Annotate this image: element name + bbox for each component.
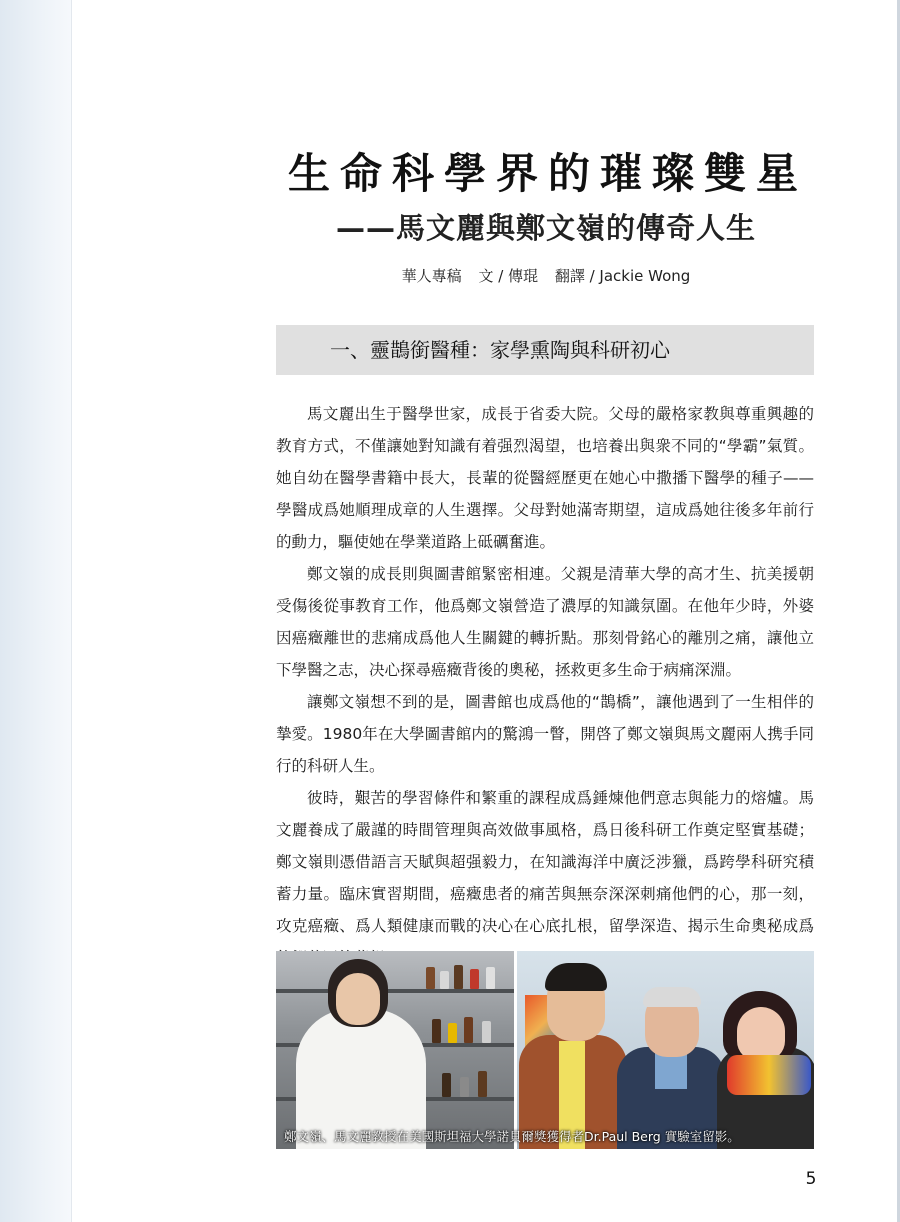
section-heading: 一、靈鵲銜醫種：家學熏陶與科研初心 xyxy=(330,338,670,362)
article-photo xyxy=(276,951,814,1149)
byline-translator: 翻譯 / Jackie Wong xyxy=(554,267,691,285)
page-side-band xyxy=(0,0,72,1222)
paragraph: 讓鄭文嶺想不到的是，圖書館也成爲他的“鵲橋”，讓他遇到了一生相伴的摯愛。1980年在大學圖書館内的驚鴻一瞥，開啓了鄭文嶺與馬文麗兩人携手同行的科研人生。 xyxy=(276,693,814,775)
lab-coat xyxy=(296,1009,426,1149)
article-title: 生命科學界的璀璨雙星 xyxy=(287,149,808,198)
paragraph: 鄭文嶺的成長則與圖書館緊密相連。父親是清華大學的高才生、抗美援朝受傷後從事教育工作，他爲鄭文嶺營造了濃厚的知識氛圍。在他年少時，外婆因癌癥離世的悲痛成爲他人生關鍵的轉折點。那刻骨銘心的離別之痛，讓他立下學醫之志，决心探尋癌癥背後的奧秘，拯救更多生命于病痛深淵。 xyxy=(276,565,814,679)
page-number: 5 xyxy=(805,1169,817,1189)
researcher-face xyxy=(336,973,380,1025)
byline xyxy=(276,265,816,287)
lab-photo xyxy=(276,951,514,1149)
article-subtitle: ——馬文麗與鄭文嶺的傳奇人生 xyxy=(335,211,756,245)
group-photo xyxy=(517,951,814,1149)
byline-source: 華人專稿 xyxy=(401,267,462,285)
paragraph: 彼時，艱苦的學習條件和繁重的課程成爲錘煉他們意志與能力的熔爐。馬文麗養成了嚴謹的時間管理與高效做事風格，爲日後科研工作奠定堅實基礎；鄭文嶺則憑借語言天賦與超强毅力，在知識海洋中廣泛涉獵，爲跨學科研究積蓄力量。臨床實習期間，癌癥患者的痛苦與無奈深深刺痛他們的心，那一刻，攻克癌癥、爲人類健康而戰的决心在心底扎根，留學深造、揭示生命奧秘成爲 xyxy=(276,789,814,935)
article-body xyxy=(276,398,814,974)
photo-caption: 鄭文嶺、馬文麗教授在美國斯坦福大學諾貝爾獎獲得者Dr.Paul Berg 實驗室留影。 xyxy=(284,1129,740,1144)
byline-author: 文 / 傳琨 xyxy=(478,267,539,285)
section-heading-bar xyxy=(276,325,814,375)
paragraph: 馬文麗出生于醫學世家，成長于省委大院。父母的嚴格家教與尊重興趣的教育方式，不僅讓她對知識有着强烈渴望，也培養出與衆不同的“學霸”氣質。她自幼在醫學書籍中長大，長輩的從醫經歷更在她心中撒播下醫學的種子——學醫成爲她順理成章的人生選擇。父母對她滿寄期望，這成爲她往後多年前行的動力，驅使她在學業道路上砥礪奮進。 xyxy=(276,405,814,551)
